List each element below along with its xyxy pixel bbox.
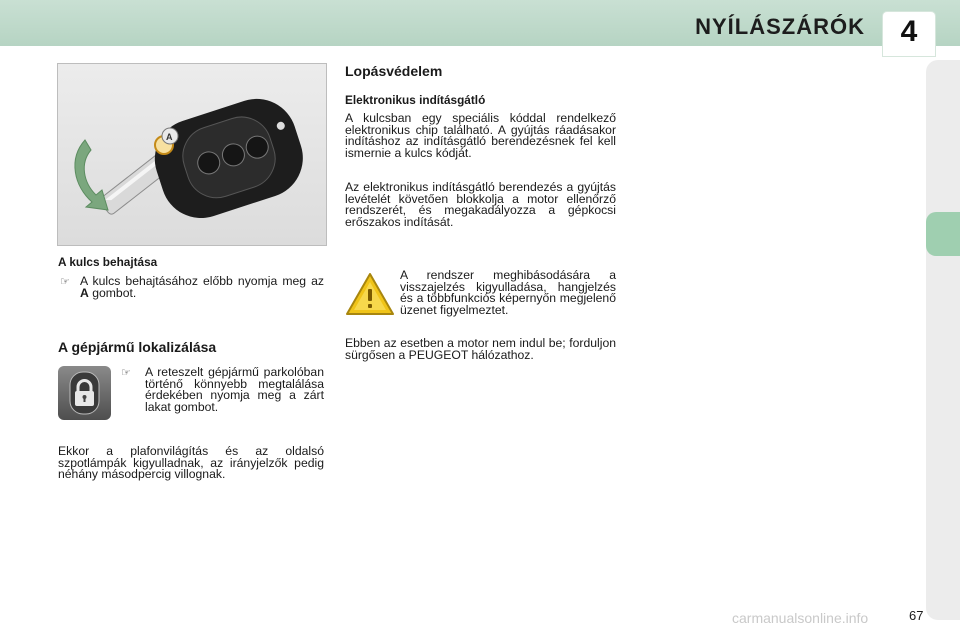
theft-protection-title: Lopásvédelem xyxy=(345,63,443,79)
locate-vehicle-title: A gépjármű lokalizálása xyxy=(58,339,217,355)
watermark: carmanualsonline.info xyxy=(732,610,869,626)
immobiliser-paragraph-3: Ebben az esetben a motor nem indul be; forduljon sürgősen a PEUGEOT hálózathoz. xyxy=(345,336,616,362)
warning-text: A rendszer meghibásodására a visszajelzés kigyulladása, hangjelzés és a többfunkciós képernyőn megjelenő üzenet figyelmeztet. xyxy=(400,268,616,317)
immobiliser-title: Elektronikus indításgátló xyxy=(345,93,486,107)
immobiliser-paragraph-2: Az elektronikus indításgátló berendezés a gyújtás levételét követően blokkolja a motor ellenőrző rendszerét, és megakadályozza a gépkocsi erőszakos indítását. xyxy=(345,180,616,229)
locate-vehicle-bullet-text: A reteszelt gépjármű parkolóban történő könnyebb megtalálása érdekében nyomja meg a zárt lakat gombot. xyxy=(145,365,324,414)
key-insert-text-main: A kulcs behajtásához előbb nyomja meg az xyxy=(80,274,324,288)
button-a-callout: A xyxy=(166,132,173,142)
key-insert-text-tail: gombot. xyxy=(92,285,137,300)
key-fob-image xyxy=(57,63,327,246)
warning-triangle-icon xyxy=(344,270,396,318)
chapter-side-rail-active xyxy=(926,212,960,256)
chapter-side-rail xyxy=(926,60,960,620)
closed-padlock-button-image xyxy=(58,366,111,420)
immobiliser-paragraph-1: A kulcsban egy speciális kóddal rendelkező elektronikus chip található. A gyújtás ráadásakor indításhoz az indításgátló berendezésnek fel kell ismernie a kulcs kódját. xyxy=(345,111,616,160)
pointing-hand-icon: ☞ xyxy=(121,367,131,379)
key-insert-text xyxy=(80,276,324,299)
page-number: 67 xyxy=(909,608,924,623)
key-insert-button-letter: A xyxy=(80,285,89,300)
locate-vehicle-paragraph: Ekkor a plafonvilágítás és az oldalsó szpotlámpák kigyulladnak, az irányjelzők pedig néhány másodpercig villognak. xyxy=(58,444,324,482)
key-insert-title: A kulcs behajtása xyxy=(58,255,158,269)
page-title: NYÍLÁSZÁRÓK xyxy=(695,14,865,39)
pointing-hand-icon: ☞ xyxy=(60,276,70,288)
chapter-number: 4 xyxy=(900,15,918,48)
